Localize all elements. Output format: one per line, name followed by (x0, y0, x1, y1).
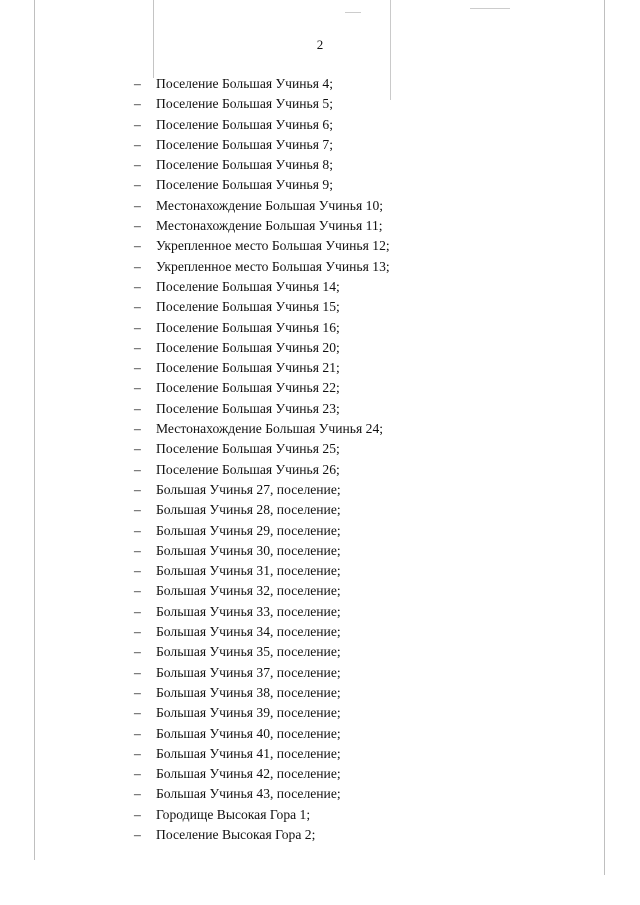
list-item (134, 460, 390, 480)
list-dash: – (134, 380, 141, 396)
list-item-text: Большая Учинья 38, поселение; (156, 684, 341, 700)
list-item (134, 764, 390, 784)
list-item-text: Большая Учинья 29, поселение; (156, 522, 341, 538)
list-item-text: Большая Учинья 37, поселение; (156, 664, 341, 680)
list-item (134, 622, 390, 642)
list-dash: – (134, 339, 141, 355)
list-dash: – (134, 136, 141, 152)
list-item-text: Большая Учинья 42, поселение; (156, 766, 341, 782)
list-dash: – (134, 664, 141, 680)
list-item (134, 257, 390, 277)
list-item-text: Большая Учинья 30, поселение; (156, 542, 341, 558)
list-dash: – (134, 421, 141, 437)
list-item-text: Поселение Большая Учинья 14; (156, 278, 340, 294)
list-item (134, 581, 390, 601)
list-dash: – (134, 400, 141, 416)
list-item-text: Большая Учинья 31, поселение; (156, 563, 341, 579)
list-item-text: Укрепленное место Большая Учинья 12; (156, 238, 390, 254)
list-item-text: Поселение Большая Учинья 26; (156, 461, 340, 477)
page-number: 2 (316, 37, 324, 52)
list-item-text: Укрепленное место Большая Учинья 13; (156, 258, 390, 274)
list-item (134, 115, 390, 135)
list-item (134, 703, 390, 723)
list-item-text: Поселение Большая Учинья 8; (156, 157, 333, 173)
list-item (134, 277, 390, 297)
list-item-text: Поселение Большая Учинья 25; (156, 441, 340, 457)
list-item (134, 338, 390, 358)
list-dash: – (134, 481, 141, 497)
list-item-text: Большая Учинья 32, поселение; (156, 583, 341, 599)
list-dash: – (134, 502, 141, 518)
list-item (134, 94, 390, 114)
list-item (134, 419, 390, 439)
list-dash: – (134, 522, 141, 538)
list-item (134, 196, 390, 216)
list-dash: – (134, 745, 141, 761)
list-item-text: Большая Учинья 28, поселение; (156, 502, 341, 518)
list-item-text: Поселение Большая Учинья 23; (156, 400, 340, 416)
list-item (134, 297, 390, 317)
list-item (134, 175, 390, 195)
list-item (134, 521, 390, 541)
list-item-text: Большая Учинья 43, поселение; (156, 786, 341, 802)
list-dash: – (134, 644, 141, 660)
list-item-text: Большая Учинья 39, поселение; (156, 705, 341, 721)
list-item-text: Большая Учинья 41, поселение; (156, 745, 341, 761)
list-item (134, 784, 390, 804)
list-dash: – (134, 278, 141, 294)
list-item-text: Поселение Большая Учинья 4; (156, 76, 333, 91)
list-item (134, 744, 390, 764)
list-item-text: Городище Высокая Гора 1; (156, 806, 311, 822)
list-item-text: Большая Учинья 33, поселение; (156, 603, 341, 619)
list-item (134, 500, 390, 520)
list-dash: – (134, 786, 141, 802)
list-item (134, 155, 390, 175)
list-dash: – (134, 563, 141, 579)
list-item-text: Поселение Большая Учинья 15; (156, 299, 340, 315)
list-item-text: Поселение Большая Учинья 6; (156, 116, 333, 132)
list-item (134, 805, 390, 825)
list-item (134, 541, 390, 561)
list-item-text: Большая Учинья 40, поселение; (156, 725, 341, 741)
list-item-text: Поселение Большая Учинья 16; (156, 319, 340, 335)
list-item (134, 74, 390, 94)
list-item-text: Поселение Большая Учинья 9; (156, 177, 333, 193)
list-item (134, 439, 390, 459)
list-dash: – (134, 258, 141, 274)
list-item-text: Большая Учинья 34, поселение; (156, 624, 341, 640)
scan-speck (470, 8, 510, 9)
list-dash: – (134, 461, 141, 477)
list-item (134, 358, 390, 378)
list-dash: – (134, 157, 141, 173)
list-dash: – (134, 319, 141, 335)
list-dash: – (134, 116, 141, 132)
list-item (134, 480, 390, 500)
list-item-text: Поселение Большая Учинья 7; (156, 136, 333, 152)
list-dash: – (134, 624, 141, 640)
list-dash: – (134, 766, 141, 782)
list-item (134, 663, 390, 683)
scan-edge-left (34, 0, 35, 860)
list-item (134, 236, 390, 256)
object-list (134, 74, 390, 845)
list-dash: – (134, 583, 141, 599)
list-dash: – (134, 238, 141, 254)
list-item (134, 135, 390, 155)
list-item (134, 216, 390, 236)
list-item-text: Местонахождение Большая Учинья 24; (156, 421, 384, 437)
list-dash: – (134, 218, 141, 234)
list-item (134, 825, 390, 845)
list-item (134, 602, 390, 622)
list-dash: – (134, 806, 141, 822)
scan-speck (345, 12, 361, 13)
list-dash: – (134, 725, 141, 741)
list-dash: – (134, 603, 141, 619)
list-item-text: Поселение Высокая Гора 2; (156, 826, 316, 842)
list-item-text: Поселение Большая Учинья 22; (156, 380, 340, 396)
list-dash: – (134, 441, 141, 457)
list-item (134, 318, 390, 338)
list-dash: – (134, 360, 141, 376)
list-item-text: Поселение Большая Учинья 21; (156, 360, 340, 376)
list-item-text: Поселение Большая Учинья 5; (156, 96, 333, 112)
list-item-text: Местонахождение Большая Учинья 11; (156, 218, 383, 234)
list-item (134, 561, 390, 581)
list-dash: – (134, 684, 141, 700)
scan-edge-right (604, 0, 605, 875)
list-item-text: Большая Учинья 27, поселение; (156, 481, 341, 497)
list-dash: – (134, 826, 141, 842)
list-item-text: Поселение Большая Учинья 20; (156, 339, 340, 355)
list-item (134, 642, 390, 662)
list-item-text: Местонахождение Большая Учинья 10; (156, 197, 384, 213)
list-dash: – (134, 542, 141, 558)
list-dash: – (134, 705, 141, 721)
list-item-text: Большая Учинья 35, поселение; (156, 644, 341, 660)
list-item (134, 683, 390, 703)
list-dash: – (134, 76, 141, 91)
list-dash: – (134, 197, 141, 213)
list-dash: – (134, 299, 141, 315)
list-item (134, 724, 390, 744)
list-item (134, 399, 390, 419)
list-dash: – (134, 177, 141, 193)
list-dash: – (134, 96, 141, 112)
list-item (134, 378, 390, 398)
